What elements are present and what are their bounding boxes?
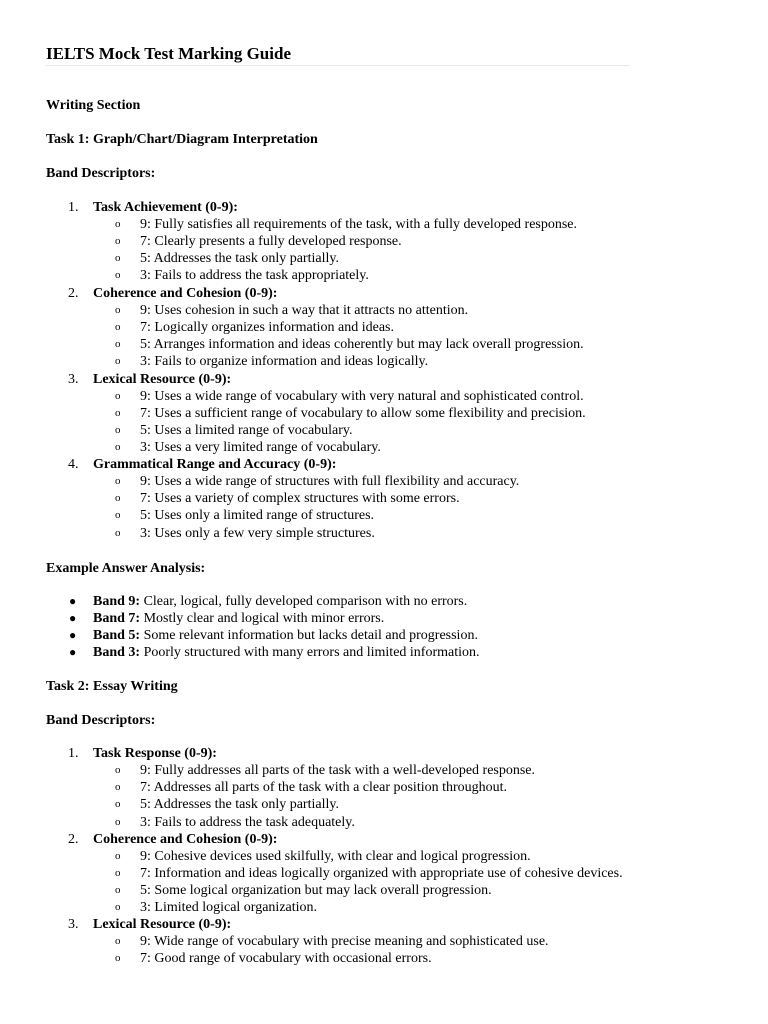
- task1-criterion-title: Grammatical Range and Accuracy (0-9):: [93, 457, 337, 472]
- circle-bullet-icon: o: [115, 867, 121, 879]
- task1-band-heading: Band Descriptors:: [46, 166, 156, 181]
- list-item: 9: Uses a wide range of structures with full flexibility and accuracy.: [140, 474, 520, 489]
- list-item: 7: Logically organizes information and ideas.: [140, 320, 395, 335]
- band-label: Band 3:: [93, 645, 141, 660]
- task1-criterion-number: 4.: [68, 457, 79, 472]
- band-description: Poorly structured with many errors and limited information.: [140, 645, 480, 660]
- bullet-icon: ●: [69, 628, 77, 642]
- circle-bullet-icon: o: [115, 424, 121, 436]
- list-item: [93, 593, 467, 610]
- section-heading-writing: Writing Section: [46, 98, 141, 113]
- circle-bullet-icon: o: [115, 952, 121, 964]
- list-item: 5: Arranges information and ideas coherently but may lack overall progression.: [140, 337, 584, 352]
- list-item: 7: Uses a sufficient range of vocabulary to allow some flexibility and precision.: [140, 406, 586, 421]
- band-label: Band 9:: [93, 594, 141, 609]
- list-item: 3: Fails to address the task appropriately.: [140, 268, 369, 283]
- circle-bullet-icon: o: [115, 527, 121, 539]
- circle-bullet-icon: o: [115, 509, 121, 521]
- task2-criterion-title: Coherence and Cohesion (0-9):: [93, 832, 278, 847]
- list-item: 5: Addresses the task only partially.: [140, 251, 339, 266]
- list-item: 3: Fails to address the task adequately.: [140, 815, 355, 830]
- bullet-icon: ●: [69, 611, 77, 625]
- task2-criterion-number: 2.: [68, 832, 79, 847]
- list-item: 9: Fully addresses all parts of the task with a well-developed response.: [140, 763, 536, 778]
- list-item: 9: Fully satisfies all requirements of the task, with a fully developed response.: [140, 217, 578, 232]
- task1-criterion-title: Task Achievement (0-9):: [93, 200, 238, 215]
- list-item: 5: Uses a limited range of vocabulary.: [140, 423, 353, 438]
- circle-bullet-icon: o: [115, 252, 121, 264]
- list-item: 3: Limited logical organization.: [140, 900, 318, 915]
- circle-bullet-icon: o: [115, 355, 121, 367]
- task1-criterion-number: 2.: [68, 286, 79, 301]
- task1-criterion-title: Coherence and Cohesion (0-9):: [93, 286, 278, 301]
- task2-criterion-number: 3.: [68, 917, 79, 932]
- bullet-icon: ●: [69, 645, 77, 659]
- list-item: 5: Some logical organization but may lack overall progression.: [140, 883, 492, 898]
- list-item: [93, 644, 480, 661]
- circle-bullet-icon: o: [115, 338, 121, 350]
- circle-bullet-icon: o: [115, 816, 121, 828]
- list-item: 7: Clearly presents a fully developed response.: [140, 234, 402, 249]
- task2-band-heading: Band Descriptors:: [46, 713, 156, 728]
- circle-bullet-icon: o: [115, 269, 121, 281]
- circle-bullet-icon: o: [115, 850, 121, 862]
- list-item: 9: Uses cohesion in such a way that it attracts no attention.: [140, 303, 469, 318]
- task2-criterion-title: Task Response (0-9):: [93, 746, 217, 761]
- circle-bullet-icon: o: [115, 407, 121, 419]
- list-item: 3: Fails to organize information and ideas logically.: [140, 354, 429, 369]
- bullet-icon: ●: [69, 594, 77, 608]
- circle-bullet-icon: o: [115, 321, 121, 333]
- list-item: 3: Uses a very limited range of vocabulary.: [140, 440, 381, 455]
- list-item: 7: Good range of vocabulary with occasional errors.: [140, 951, 432, 966]
- list-item: [93, 627, 478, 644]
- list-item: 3: Uses only a few very simple structures.: [140, 526, 375, 541]
- document-title: IELTS Mock Test Marking Guide: [46, 44, 630, 66]
- band-description: Clear, logical, fully developed comparison with no errors.: [140, 594, 468, 609]
- circle-bullet-icon: o: [115, 935, 121, 947]
- example-analysis-heading: Example Answer Analysis:: [46, 561, 206, 576]
- circle-bullet-icon: o: [115, 492, 121, 504]
- circle-bullet-icon: o: [115, 235, 121, 247]
- circle-bullet-icon: o: [115, 441, 121, 453]
- circle-bullet-icon: o: [115, 304, 121, 316]
- circle-bullet-icon: o: [115, 390, 121, 402]
- list-item: 9: Cohesive devices used skilfully, with clear and logical progression.: [140, 849, 531, 864]
- task2-heading: Task 2: Essay Writing: [46, 679, 178, 694]
- task1-criterion-title: Lexical Resource (0-9):: [93, 372, 232, 387]
- list-item: 5: Uses only a limited range of structures.: [140, 508, 375, 523]
- circle-bullet-icon: o: [115, 884, 121, 896]
- band-description: Mostly clear and logical with minor errors.: [140, 611, 385, 626]
- task1-criterion-number: 1.: [68, 200, 79, 215]
- circle-bullet-icon: o: [115, 475, 121, 487]
- list-item: [93, 610, 384, 627]
- band-description: Some relevant information but lacks detail and progression.: [140, 628, 478, 643]
- task1-criterion-number: 3.: [68, 372, 79, 387]
- circle-bullet-icon: o: [115, 764, 121, 776]
- list-item: 9: Uses a wide range of vocabulary with very natural and sophisticated control.: [140, 389, 584, 404]
- list-item: 7: Addresses all parts of the task with a clear position throughout.: [140, 780, 508, 795]
- band-label: Band 7:: [93, 611, 141, 626]
- task2-criterion-title: Lexical Resource (0-9):: [93, 917, 232, 932]
- list-item: 9: Wide range of vocabulary with precise meaning and sophisticated use.: [140, 934, 549, 949]
- circle-bullet-icon: o: [115, 798, 121, 810]
- circle-bullet-icon: o: [115, 781, 121, 793]
- task1-heading: Task 1: Graph/Chart/Diagram Interpretation: [46, 132, 318, 147]
- task2-criterion-number: 1.: [68, 746, 79, 761]
- list-item: 7: Information and ideas logically organized with appropriate use of cohesive devices.: [140, 866, 623, 881]
- list-item: 7: Uses a variety of complex structures with some errors.: [140, 491, 460, 506]
- band-label: Band 5:: [93, 628, 141, 643]
- circle-bullet-icon: o: [115, 218, 121, 230]
- list-item: 5: Addresses the task only partially.: [140, 797, 339, 812]
- circle-bullet-icon: o: [115, 901, 121, 913]
